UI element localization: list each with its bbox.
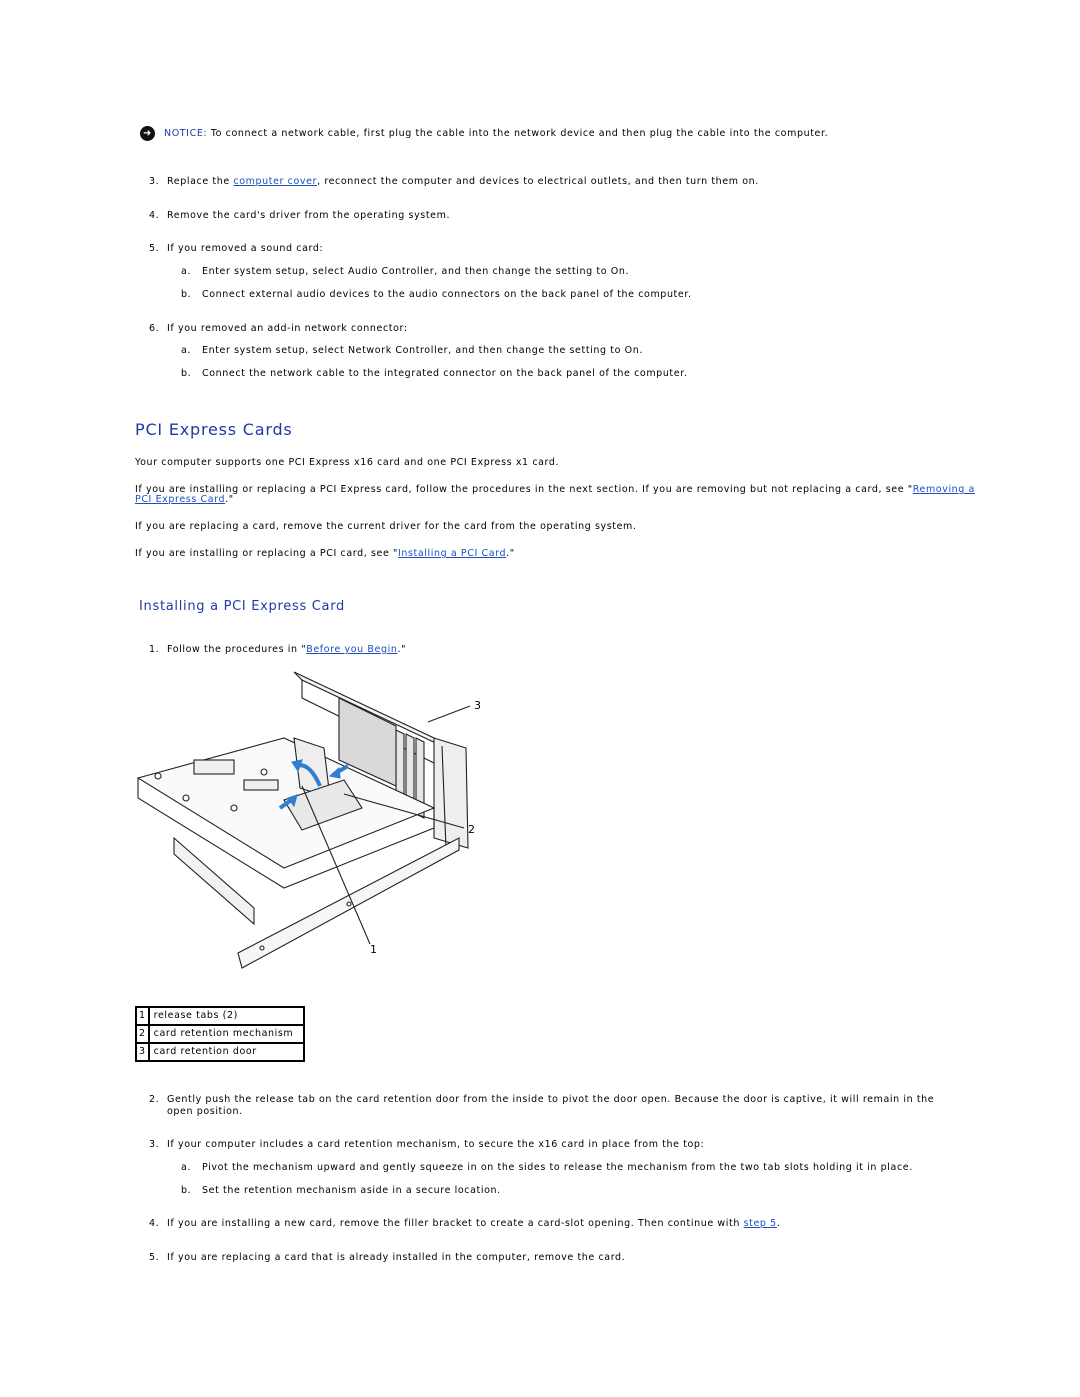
install-step-2-number: 2. (149, 1094, 160, 1105)
step-6-text: If you removed an add-in network connector: (167, 323, 408, 334)
before-you-begin-link[interactable]: Before you Begin (306, 644, 398, 655)
section-title: PCI Express Cards (135, 420, 293, 439)
step-3-text: Replace the computer cover, reconnect the computer and devices to electrical outlets, and then turn them on. (167, 176, 759, 187)
notice-arrow-icon: ➜ (140, 126, 155, 141)
legend-number: 1 (136, 1007, 149, 1025)
install-step-3-text: If your computer includes a card retention mechanism, to secure the x16 card in place from the top: (167, 1139, 705, 1150)
step-5a-number: a. (181, 266, 192, 277)
section-paragraph-2-line-1: If you are installing or replacing a PCI Express card, follow the procedures in the next section. If you are removing but not replacing a card, see "Removing a (135, 484, 975, 495)
step-4-number: 4. (149, 210, 160, 221)
section-paragraph-2-line-2: PCI Express Card." (135, 494, 234, 505)
table-row (136, 1043, 304, 1061)
step-6b-number: b. (181, 368, 192, 379)
step-5-link[interactable]: step 5 (743, 1218, 777, 1229)
install-step-3b-number: b. (181, 1185, 192, 1196)
install-step-4-text: If you are installing a new card, remove the filler bracket to create a card-slot opening. Then continue with step 5. (167, 1218, 781, 1229)
step-5b-text: Connect external audio devices to the audio connectors on the back panel of the computer. (202, 289, 692, 300)
install-step-2-text: Gently push the release tab on the card retention door from the inside to pivot the door open. Because the door is captive, it will remain in the open position. (167, 1094, 935, 1117)
step-5-number: 5. (149, 243, 160, 254)
step-5-text: If you removed a sound card: (167, 243, 324, 254)
install-step-5-number: 5. (149, 1252, 160, 1263)
install-step-5-text: If you are replacing a card that is already installed in the computer, remove the card. (167, 1252, 626, 1263)
installing-pci-card-link[interactable]: Installing a PCI Card (397, 548, 507, 559)
table-row (136, 1007, 304, 1025)
pci-express-card-illustration (134, 668, 494, 988)
callout-2-label: 2 (468, 823, 476, 836)
notice-label: NOTICE: (164, 128, 208, 139)
install-step-3-number: 3. (149, 1139, 160, 1150)
callout-3-label: 3 (474, 699, 482, 712)
install-step-3a-text: Pivot the mechanism upward and gently squeeze in on the sides to release the mechanism from the two tab slots holding it in place. (202, 1162, 913, 1173)
section-paragraph-3: If you are replacing a card, remove the current driver for the card from the operating system. (135, 521, 637, 532)
table-row (136, 1025, 304, 1043)
install-step-3a-number: a. (181, 1162, 192, 1173)
computer-cover-link[interactable]: computer cover (233, 176, 318, 187)
legend-label: card retention door (149, 1043, 304, 1061)
removing-pci-express-card-link-part-2[interactable]: PCI Express Card (135, 494, 226, 505)
legend-number: 3 (136, 1043, 149, 1061)
install-step-3b-text: Set the retention mechanism aside in a secure location. (202, 1185, 501, 1196)
section-paragraph-1: Your computer supports one PCI Express x16 card and one PCI Express x1 card. (135, 457, 560, 468)
removing-pci-express-card-link-part-1[interactable]: Removing a (912, 484, 975, 495)
step-5b-number: b. (181, 289, 192, 300)
notice-text: NOTICE: To connect a network cable, first plug the cable into the network device and then plug the cable into the computer. (164, 128, 829, 139)
callout-1-label: 1 (370, 943, 378, 956)
figure-legend-table (135, 1006, 305, 1062)
legend-label: release tabs (2) (149, 1007, 304, 1025)
install-step-4-number: 4. (149, 1218, 160, 1229)
step-6-number: 6. (149, 323, 160, 334)
subsection-title: Installing a PCI Express Card (139, 599, 345, 614)
step-3-number: 3. (149, 176, 160, 187)
step-4-text: Remove the card's driver from the operating system. (167, 210, 451, 221)
install-step-1-number: 1. (149, 644, 160, 655)
step-6b-text: Connect the network cable to the integrated connector on the back panel of the computer. (202, 368, 688, 379)
legend-label: card retention mechanism (149, 1025, 304, 1043)
step-5a-text: Enter system setup, select Audio Controller, and then change the setting to On. (202, 266, 630, 277)
install-step-1-text: Follow the procedures in "Before you Begin." (167, 644, 407, 655)
step-6a-number: a. (181, 345, 192, 356)
legend-number: 2 (136, 1025, 149, 1043)
step-6a-text: Enter system setup, select Network Controller, and then change the setting to On. (202, 345, 643, 356)
section-paragraph-4: If you are installing or replacing a PCI card, see "Installing a PCI Card." (135, 548, 515, 559)
